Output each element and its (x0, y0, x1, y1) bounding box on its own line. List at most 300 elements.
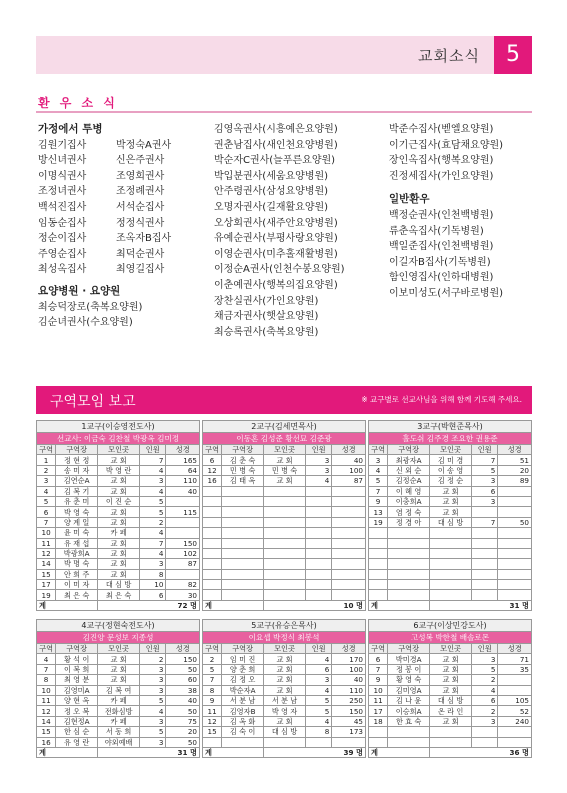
table-row (203, 654, 366, 664)
cell-bible: 20 (498, 465, 532, 475)
cell-place: 교 회 (430, 675, 472, 685)
patient-name: 최덕순권사 (116, 248, 165, 260)
patient-name: 주영순집사 (38, 248, 87, 260)
cell-bible (498, 685, 532, 695)
cell-bible: 105 (498, 695, 532, 705)
cell-group (203, 559, 222, 569)
cell-place: 대 심 방 (264, 727, 306, 737)
column-header: 모인곳 (264, 644, 306, 654)
cell-count: 3 (472, 496, 498, 506)
patient-name: 장인옥집사(행복요양원) (389, 155, 494, 167)
cell-group: 11 (203, 706, 222, 716)
general-patient-list (389, 208, 503, 302)
total-value: 31 명 (98, 747, 200, 757)
cell-leader: 황 석 이 (56, 654, 98, 664)
cell-leader: 양 춘 희 (222, 664, 264, 674)
patient-name: 이춘예권사(행복의집요양원) (214, 279, 338, 291)
cell-leader (222, 580, 264, 590)
table-row (203, 580, 366, 590)
hospital-list (389, 122, 503, 184)
patient-name: 이기근집사(효담채요양원) (389, 139, 504, 151)
cell-place: 최 은 숙 (98, 590, 140, 600)
cell-bible: 100 (332, 664, 366, 674)
cell-count: 5 (140, 507, 166, 517)
cell-place: 교 회 (430, 496, 472, 506)
table-row (369, 476, 532, 486)
cell-place: 교 회 (430, 507, 472, 517)
cell-group (203, 517, 222, 527)
table-row (37, 507, 200, 517)
cell-group (369, 548, 388, 558)
table-row (369, 496, 532, 506)
cell-leader: 김연순A (56, 476, 98, 486)
cell-group (203, 528, 222, 538)
table-row (37, 559, 200, 569)
cell-group: 6 (37, 507, 56, 517)
cell-bible: 40 (332, 455, 366, 465)
column-header: 구역 (203, 445, 222, 455)
cell-leader (222, 590, 264, 600)
cell-bible: 40 (166, 695, 200, 705)
patient-name: 이영순권사(미추홀재활병원) (214, 248, 338, 260)
cell-bible: 51 (498, 455, 532, 465)
total-row (369, 600, 532, 610)
cell-count: 4 (306, 716, 332, 726)
table-row (369, 548, 532, 558)
patients-column-1 (38, 122, 216, 331)
cell-group: 11 (369, 695, 388, 705)
cell-group (369, 559, 388, 569)
cell-count: 4 (306, 476, 332, 486)
cell-bible: 150 (166, 538, 200, 548)
table-row (369, 727, 532, 737)
column-header: 구역 (369, 644, 388, 654)
cell-place: 박 영 란 (98, 465, 140, 475)
district-leader-row (37, 632, 200, 644)
cell-leader: 유 영 란 (56, 737, 98, 747)
table-row (369, 654, 532, 664)
cell-bible (332, 548, 366, 558)
table-row (369, 675, 532, 685)
cell-place: 교 회 (264, 455, 306, 465)
cell-bible: 165 (166, 455, 200, 465)
cell-group: 6 (203, 455, 222, 465)
cell-place (264, 569, 306, 579)
district-table (36, 619, 200, 758)
cell-bible (498, 590, 532, 600)
district-leaders: 이동혼 김성준 황선묘 김준광 (203, 433, 366, 445)
cell-place: 전화심방 (98, 706, 140, 716)
cell-leader (388, 528, 430, 538)
table-row (203, 507, 366, 517)
table-row (203, 716, 366, 726)
cell-leader: 양 계 일 (56, 517, 98, 527)
table-row (203, 455, 366, 465)
cell-leader: 김현정A (56, 716, 98, 726)
cell-place: 서 동 희 (98, 727, 140, 737)
cell-count: 2 (472, 675, 498, 685)
patient-name: 방신녀권사 (38, 155, 87, 167)
cell-leader (222, 569, 264, 579)
cell-count (306, 559, 332, 569)
district-table (368, 420, 532, 611)
cell-place: 교 회 (264, 675, 306, 685)
table-row (37, 538, 200, 548)
cell-count (472, 528, 498, 538)
cell-group: 15 (37, 569, 56, 579)
cell-group (203, 507, 222, 517)
cell-leader: 김 태 옥 (222, 476, 264, 486)
cell-count: 3 (472, 476, 498, 486)
section-title: 환 우 소 식 (38, 96, 118, 110)
column-header: 구역장 (222, 445, 264, 455)
column-header: 모인곳 (98, 445, 140, 455)
column-header: 인원 (140, 644, 166, 654)
table-row (369, 716, 532, 726)
cell-place (430, 538, 472, 548)
cell-count: 6 (472, 695, 498, 705)
column-header: 구역 (203, 644, 222, 654)
cell-count: 4 (140, 548, 166, 558)
patient-name: 백정순권사(인천백병원) (389, 209, 494, 221)
column-header: 성경 (498, 445, 532, 455)
cell-place (264, 486, 306, 496)
cell-bible (498, 486, 532, 496)
cell-count (306, 486, 332, 496)
cell-count: 3 (140, 664, 166, 674)
cell-count: 7 (472, 455, 498, 465)
patient-name: 안주령권사(삼성요양병원) (214, 186, 329, 198)
district-leader-row (37, 433, 200, 445)
cell-count: 3 (472, 654, 498, 664)
cell-place: 교 회 (264, 654, 306, 664)
cell-bible: 30 (166, 590, 200, 600)
cell-group: 1 (37, 455, 56, 465)
cell-group: 19 (37, 590, 56, 600)
column-header: 모인곳 (264, 445, 306, 455)
total-row (369, 747, 532, 757)
patient-name: 조정녀권사 (38, 186, 87, 198)
patient-name: 박정숙A권사 (116, 139, 172, 151)
patient-name: 김원기집사 (38, 139, 87, 151)
patient-name: 조정례권사 (116, 186, 165, 198)
cell-group: 10 (37, 685, 56, 695)
cell-count: 6 (472, 486, 498, 496)
district-name-row (203, 421, 366, 433)
cell-place (264, 737, 306, 747)
cell-group: 5 (203, 664, 222, 674)
cell-place: 이 진 순 (98, 496, 140, 506)
cell-count: 2 (140, 517, 166, 527)
cell-leader: 박 명 숙 (56, 559, 98, 569)
cell-bible (332, 569, 366, 579)
district-name: 2교구(김세면목사) (203, 421, 366, 433)
cell-group: 15 (203, 727, 222, 737)
district-leaders: 김진양 문성보 지종성 (37, 632, 200, 644)
cell-leader: 정 경 아 (388, 517, 430, 527)
patient-name: 김순녀권사(수요양원) (38, 317, 133, 329)
district-table (202, 420, 366, 611)
cell-place (430, 548, 472, 558)
cell-bible (498, 737, 532, 747)
cell-place: 교 회 (98, 507, 140, 517)
cell-leader: 박 영 숙 (56, 507, 98, 517)
patient-name: 권춘남집사(새인천요양병원) (214, 139, 338, 151)
care-heading: 요양병원 · 요양원 (38, 284, 121, 297)
cell-leader: 김 나 윤 (388, 695, 430, 705)
table-row (369, 580, 532, 590)
cell-place (430, 737, 472, 747)
cell-group: 4 (369, 465, 388, 475)
cell-place (430, 569, 472, 579)
cell-bible (332, 528, 366, 538)
table-row (203, 590, 366, 600)
cell-place (264, 517, 306, 527)
column-header: 구역장 (56, 445, 98, 455)
cell-count: 5 (306, 695, 332, 705)
cell-group (203, 580, 222, 590)
cell-group: 7 (37, 664, 56, 674)
column-header-row (369, 445, 532, 455)
patient-name: 류춘옥집사(기독병원) (389, 225, 484, 237)
cell-leader: 박광희A (56, 548, 98, 558)
cell-bible (498, 675, 532, 685)
table-row (203, 664, 366, 674)
cell-place: 대 심 방 (430, 695, 472, 705)
column-header: 구역장 (388, 445, 430, 455)
cell-group: 8 (37, 675, 56, 685)
cell-bible (498, 559, 532, 569)
cell-count: 5 (472, 664, 498, 674)
table-row (203, 737, 366, 747)
total-label: 계 (369, 600, 430, 610)
district-leader-row (369, 632, 532, 644)
patient-name: 백일준집사(인천백병원) (389, 241, 494, 253)
cell-count: 7 (472, 517, 498, 527)
column-header: 인원 (306, 445, 332, 455)
cell-bible: 102 (166, 548, 200, 558)
cell-bible: 110 (332, 685, 366, 695)
patient-name: 이정순A권사(인천수봉요양원) (214, 264, 345, 276)
patient-name: 채금자권사(햇살요양원) (214, 311, 319, 323)
column-header-row (37, 445, 200, 455)
cell-bible: 150 (166, 654, 200, 664)
patient-name: 진정세집사(가인요양원) (389, 170, 494, 182)
cell-count (472, 538, 498, 548)
cell-place: 교 회 (98, 559, 140, 569)
cell-count (306, 569, 332, 579)
cell-place (264, 559, 306, 569)
cell-count: 5 (140, 496, 166, 506)
cell-count (306, 496, 332, 506)
table-row (37, 569, 200, 579)
cell-group: 10 (37, 528, 56, 538)
cell-bible: 38 (166, 685, 200, 695)
cell-place (264, 528, 306, 538)
cell-group: 2 (37, 465, 56, 475)
total-value: 36 명 (430, 747, 532, 757)
cell-place (430, 580, 472, 590)
cell-leader (388, 569, 430, 579)
patient-name: 이명식권사 (38, 170, 87, 182)
table-row (369, 706, 532, 716)
cell-count (306, 737, 332, 747)
cell-group: 12 (37, 548, 56, 558)
cell-bible (498, 569, 532, 579)
general-heading: 일반환우 (389, 193, 430, 206)
table-row (203, 465, 366, 475)
patient-name: 이보미성도(서구바로병원) (389, 287, 504, 299)
cell-bible: 50 (498, 517, 532, 527)
cell-count: 8 (140, 569, 166, 579)
patient-name: 박준수집사(벧엘요양원) (389, 124, 494, 135)
patients-column-2 (214, 122, 345, 340)
cell-group: 5 (37, 496, 56, 506)
table-row (203, 517, 366, 527)
cell-place: 김 정 순 (430, 476, 472, 486)
cell-group: 18 (369, 716, 388, 726)
district-name-row (369, 620, 532, 632)
table-row (369, 528, 532, 538)
cell-leader: 김미영A (388, 685, 430, 695)
cell-place: 교 회 (98, 517, 140, 527)
table-row (203, 559, 366, 569)
column-header: 모인곳 (430, 445, 472, 455)
cell-place (430, 590, 472, 600)
cell-leader: 김 복 기 (56, 486, 98, 496)
district-name: 5교구(유승은목사) (203, 620, 366, 632)
column-header-row (203, 445, 366, 455)
cell-group (369, 528, 388, 538)
column-header: 구역장 (388, 644, 430, 654)
cell-place: 온 라 인 (430, 706, 472, 716)
cell-count (306, 580, 332, 590)
cell-bible (498, 507, 532, 517)
total-row (37, 600, 200, 610)
patient-name: 최승덕장로(축복요양원) (38, 301, 143, 313)
cell-leader: 김 숙 이 (222, 727, 264, 737)
cell-group: 16 (203, 476, 222, 486)
total-row (203, 600, 366, 610)
cell-count: 4 (306, 685, 332, 695)
patient-name: 최성옥집사 (38, 264, 87, 276)
cell-group: 4 (37, 654, 56, 664)
district-leader-row (203, 433, 366, 445)
table-row (37, 654, 200, 664)
column-header: 성경 (332, 644, 366, 654)
cell-count: 5 (472, 465, 498, 475)
cell-place: 교 회 (98, 548, 140, 558)
table-row (203, 569, 366, 579)
cell-group (369, 590, 388, 600)
cell-count: 7 (140, 538, 166, 548)
cell-leader: 서 분 남 (222, 695, 264, 705)
page-header (36, 36, 532, 74)
table-row (369, 517, 532, 527)
cell-group: 11 (37, 538, 56, 548)
cell-group (203, 569, 222, 579)
cell-group: 7 (369, 664, 388, 674)
gathering-title: 구역모임 보고 (50, 394, 136, 410)
gathering-band (36, 386, 532, 414)
patient-name: 임동순집사 (38, 217, 87, 229)
cell-place: 교 회 (98, 538, 140, 548)
cell-leader: 이 미 자 (56, 580, 98, 590)
column-header: 모인곳 (430, 644, 472, 654)
cell-place: 박 영 자 (264, 706, 306, 716)
patient-name: 함인영집사(인하대병원) (389, 272, 494, 284)
patients-column-3 (389, 122, 503, 302)
table-row (37, 590, 200, 600)
cell-leader (222, 517, 264, 527)
total-label: 계 (203, 600, 264, 610)
cell-leader (388, 727, 430, 737)
cell-leader (222, 559, 264, 569)
cell-bible (498, 580, 532, 590)
cell-place: 교 회 (98, 486, 140, 496)
cell-group (203, 486, 222, 496)
cell-group: 15 (37, 727, 56, 737)
cell-place (430, 528, 472, 538)
cell-count: 8 (306, 727, 332, 737)
cell-bible: 82 (166, 580, 200, 590)
district-leader-row (203, 632, 366, 644)
cell-bible (166, 528, 200, 538)
cell-place (430, 559, 472, 569)
cell-group: 17 (369, 706, 388, 716)
cell-leader: 박순자A (222, 685, 264, 695)
cell-group: 19 (369, 517, 388, 527)
cell-count (472, 737, 498, 747)
cell-count: 3 (306, 455, 332, 465)
cell-leader: 한 효 숙 (388, 716, 430, 726)
cell-bible: 40 (166, 486, 200, 496)
table-row (203, 486, 366, 496)
patient-name: 박입분권사(세움요양병원) (214, 170, 329, 182)
cell-count: 3 (472, 716, 498, 726)
district-leader-row (369, 433, 532, 445)
column-header: 성경 (332, 445, 366, 455)
cell-bible (332, 590, 366, 600)
cell-leader (222, 538, 264, 548)
cell-bible (498, 496, 532, 506)
district-name-row (37, 620, 200, 632)
cell-leader (388, 737, 430, 747)
table-row (203, 695, 366, 705)
patient-name: 정순이집사 (38, 233, 87, 245)
table-row (37, 455, 200, 465)
cell-group (369, 727, 388, 737)
district-name-row (369, 421, 532, 433)
table-row (203, 538, 366, 548)
cell-leader: 이 복 희 (56, 664, 98, 674)
patient-name: 오상회권사(새주안요양병원) (214, 217, 338, 229)
table-row (37, 675, 200, 685)
cell-place: 교 회 (430, 685, 472, 695)
cell-count (306, 517, 332, 527)
cell-leader (388, 538, 430, 548)
total-label: 계 (37, 600, 98, 610)
cell-count: 4 (140, 706, 166, 716)
table-row (203, 496, 366, 506)
cell-bible: 87 (332, 476, 366, 486)
table-row (37, 476, 200, 486)
cell-group: 11 (37, 695, 56, 705)
table-row (203, 706, 366, 716)
cell-bible: 170 (332, 654, 366, 664)
cell-bible (498, 528, 532, 538)
cell-place: 교 회 (98, 664, 140, 674)
